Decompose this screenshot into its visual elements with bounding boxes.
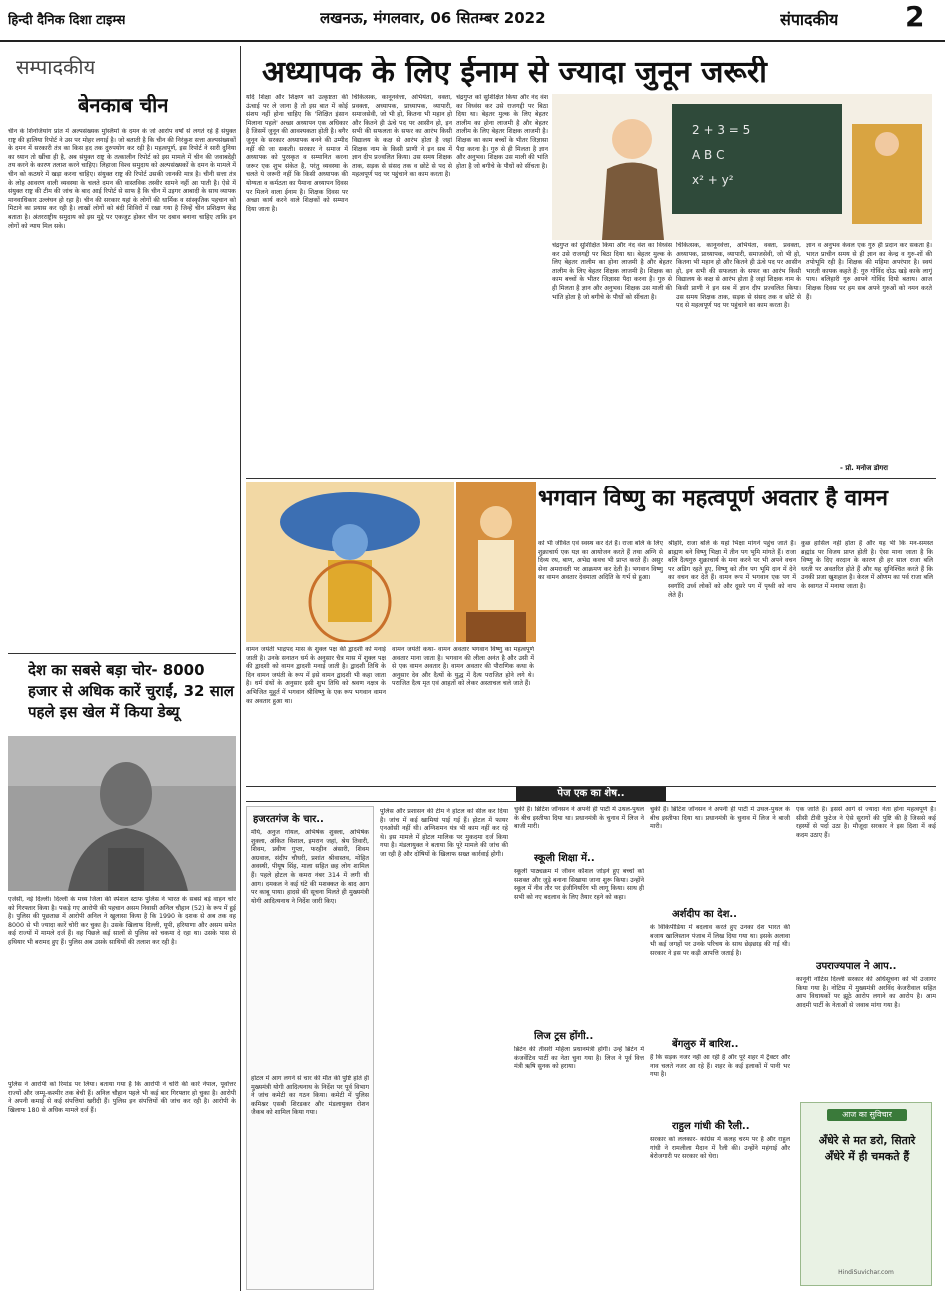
section-name: संपादकीय (780, 10, 839, 29)
divider (8, 653, 236, 654)
quote-box (800, 1102, 932, 1286)
left-column (8, 46, 236, 1291)
hazratganj-box (246, 806, 374, 1290)
quote-text: अँधेरे से मत डरो, सितारे अँधेरे में ही चमकते हैं (818, 1134, 916, 1163)
editorial-title: बेनकाब चीन (78, 94, 169, 117)
svg-text:x² + y²: x² + y² (692, 173, 734, 187)
hazratganj-body: मौर्य, अनुज गोयल, अभिषेक शुक्ला, अभिषेक शुक्ला, अंकित विशाल, इमरान जहां, श्रेय तिवारी, शिवम, प्रवीण गुप्ता, फरहीन अंसारी, शिवम अग्रवाल, संदीप चौधरी, प्रशांत श्रीवास्तव, मोहित अवस्थी, पीयूष सिंह, माला सहित छह लोग शामिल हैं। पहले होटल के कमरा नंबर 314 में लगी थी आग। दमकल ने कई घंटे की मशक्कत के बाद आग पर काबू पाया। हादसे की सूचना मिलते ही मुख्यमंत्री योगी आदित्यनाथ ने निर्देश जारी किए। (251, 829, 369, 905)
story-body-2: पुलिस ने आरोपी को रिमांड पर लिया। बताया गया है कि आरोपी ने चोरी की कारें नेपाल, पूर्वोत्तर राज्यों और जम्मू-कश्मीर तक बेची हैं। अनिल चौहान पहले भी कई बार गिरफ्तार हो चुका है। आरोपी ने अपनी कमाई से कई संपत्तियां खरीदी हैं। पुलिस इन संपत्तियों की जांच कर रही है। आरोपी के खिलाफ 180 से अधिक मामले दर्ज हैं। (8, 1081, 236, 1114)
continued-col-2: पुलिस और प्रशासन की टीम ने होटल को सील कर दिया है। जांच में कई खामियां पाई गई हैं। होटल में फायर एनओसी नहीं थी। अग्निशमन यंत्र भी काम नहीं कर रहे थे। इस मामले में होटल मालिक पर मुकदमा दर्ज किया गया है। मंडलायुक्त ने बताया कि पूरे मामले की जांच की जा रही है और दोषियों के खिलाफ सख्त कार्रवाई होगी। (380, 808, 508, 858)
col5-body: एक जाति है। इससे आगे से ज्यादा नेता होना महत्वपूर्ण है। सीसी टीवी फुटेज ने ऐसे सुरागों की पुष्टि की है जिससे कई रहस्यों से पर्दा उठा है। मौजूदा सरकार ने इस दिशा में कई कदम उठाए हैं। (796, 806, 936, 839)
teacher-col-c: ज्ञान व अनुभव केवल एक गुरु ही प्रदान कर सकता है। भारत प्राचीन समय से ही ज्ञान का केन्द्र व गुरु-शों की तपोभूमि रही है। शिक्षक की महिमा अपरंपार है। स्वयं भारती कायक कहते हैं: गुरु गोविंद दोऊ खड़े काके लागूं पाय। बलिहारी गुरु आपने गोविंद दियो बताय। आज शिक्षक दिवस पर हम सब अपने गुरुओं को नमन करते हैं। (806, 242, 932, 301)
rahul-body: सरकार को ललकार- कांग्रेस में कलह चरम पर है और राहुल गांधी ने रामलीला मैदान में रैली की। उन्होंने महंगाई और बेरोजगारी पर सरकार को घेरा। (650, 1136, 790, 1161)
teacher-col-a: चंद्रगुप्त को सुशिक्षित किया और नंद वंश का विध्वंस कर उसे राजगद्दी पर बिठा दिया था। बेहतर मुल्क के लिए बेहतर तालीम का होना लाजमी है और बेहतर तालीम के लिए बेहतर शिक्षक लाजमी है। शिक्षक का काम बच्चों के भीतर जिज्ञासा पैदा करना है। गुरु से ही मिलता है ज्ञान और अनुभव। शिक्षक उस माली की भांति होता है जो बगीचे के पौधों को सींचता है। (552, 242, 672, 301)
editorial-body: चीन के शिनजियांग प्रांत में अल्पसंख्यक मुस्लिमों के दमन के जो आरोप वर्षों से लगते रहे हैं संयुक्त राष्ट्र की हालिया रिपोर्ट ने उस पर मोहर लगाई है। जो बताती है कि चीन की निरंकुश सत्ता अल्पसंख्यकों के दमन में सरकारी तंत्र का किस हद तक दुरुपयोग कर रही है। महत्वपूर्ण, इस रिपोर्ट ने सारी दुनिया का ध्यान तो खींचा ही है, अब संयुक्त राष्ट्र के तत्कालीन रिपोर्ट को इस मामले में चीन की जवाबदेही तय करने के कारण तलाश करने चाहिए। लिहाजा विश्व समुदाय को अल्पसंख्यकों के दमन के मामले में चीन को कठघरे में खड़ा करना चाहिए। संयुक्त राष्ट्र की रिपोर्ट उसकी जानकी मात्र है। चीनी सत्ता तंत्र के लोह आवरण वाली व्यवस्था के चलते दमन की वास्तविक तस्वीर सामने नहीं आ पाती है। ऐसे में संयुक्त राष्ट्र की टीम की जांच के बाद आई रिपोर्ट से साफ है कि चीन में उइगर आबादी के साथ व्यापक मानवाधिकार उल्लंघन हो रहा है। चीन की सरकार यहां के लोगों की धार्मिक व सांस्कृतिक पहचान को मिटाने का प्रयास कर रही है। लाखों लोगों को बंदी शिविरों में रखा गया है जिन्हें चीन प्रशिक्षण केंद्र बताता है। अंतरराष्ट्रीय समुदाय को इस मुद्दे पर एकजुट होकर चीन पर दबाव बनाना चाहिए ताकि इन लोगों को न्याय मिल सके। (8, 128, 236, 230)
hazratganj-title: हजरतगंज के चार.. (253, 814, 324, 825)
continued-col-3-lead: चुकी हैं। ब्रिटिश जॉनसन ने अपनी ही पार्टी में उथल-पुथल के बीच इस्तीफा दिया था। प्रधानमंत्री के चुनाव में लिज ने बाजी मारी। (514, 806, 644, 831)
svg-text:A B C: A B C (692, 148, 725, 162)
vamana-image (456, 482, 536, 642)
vp-title: उपराज्यपाल ने आप.. (816, 961, 897, 972)
continued-band (246, 786, 936, 802)
main-headline: अध्यापक के लिए ईनाम से ज्यादा जुनून जरूरी (262, 56, 767, 90)
continued-col-3 (514, 806, 644, 1290)
story-title: देश का सबसे बड़ा चोर- 8000 हजार से अधिक कारें चुराईं, 32 साल पहले इस खेल में किया डेब्यू (28, 661, 234, 721)
teacher-col-b: चिकित्सक, कानूनवेत्ता, अभियंता, वक्ता, प्रवक्ता, अध्यापक, प्राध्यापक, व्यापारी, समाजसेवी, जो भी हो, कितना भी महान हो और कितने ही ऊंचे पद पर आसीन हो, इन सभी की सफलता के सफर का आरंभ किसी विद्यालय के कक्ष से आरंभ होता है जहां शिक्षक नाम के किसी प्राणी ने इन सब में ज्ञान दीप प्रज्वलित किया। उस समय शिक्षक ताक, सड़क से संसद तक व छोटे से पद से महत्वपूर्ण पद पर पहुंचाने का काम करता है। (676, 242, 801, 310)
bengaluru-title: बेंगलुरु में बारिश.. (672, 1039, 739, 1050)
vamana-col-3: को भी जीवित एवं स्वस्थ कर देते हैं। राजा बलि के लिए शुक्राचार्य एक यज्ञ का आयोजन करते हैं तथा अग्नि से दिव्य रथ, बाण, अभेद्य कवच भी प्राप्त करते हैं। असुर सेना अमरावती पर आक्रमण कर देती है। भगवान विष्णु का वामन अवतार देवमाता अदिति के गर्भ से हुआ। (538, 540, 663, 582)
school-body: स्कूली पाठ्यक्रम में जीवन कौशल जोड़ने हुए बच्चों को सशक्त और जुड़े बनाना सिखाया जाना शुरू किया। उन्होंने स्कूल में नीव तौर पर इंजीनियरिंग भी लागू किया। साथ ही सभी को नए बदलाव के लिए तैयार रहने को कहा। (514, 868, 644, 901)
arshdeep-title: अर्शदीप का देश.. (672, 909, 737, 920)
quote-label: आज का सुविचार (827, 1109, 907, 1121)
main-col-3: चंद्रगुप्त को सुशिक्षित किया और नंद वंश का विध्वंस कर उसे राजगद्दी पर बिठा दिया था। बेहतर मुल्क के लिए बेहतर तालीम का होना लाजमी है और बेहतर तालीम के लिए बेहतर शिक्षक लाजमी है। शिक्षक का काम बच्चों के भीतर जिज्ञासा पैदा करना है। गुरु से ही मिलता है ज्ञान और अनुभव। शिक्षक उस माली की भांति होता है जो बगीचे के पौधों को सींचता है। (456, 94, 548, 170)
page-number: 2 (905, 0, 925, 33)
vamana-col-2: वामन जयंती कथा- वामन अवतार भगवान विष्णु का महत्वपूर्ण अवतार माना जाता है। भगवान की लीला अनंत है और उसी में से एक वामन अवतार है। वामन अवतार की पौराणिक कथा के अनुसार देव और दैत्यों के युद्ध में दैत्य पराजित होने लगे थे। पराजित दैत्य मृत एवं आहतों को लेकर अस्ताचल चले जाते हैं। (392, 646, 534, 688)
vp-body: कानूनी नोटिस दिल्ली सरकार की अधिसूचना को भी उजागर किया गया है। नोटिस में मुख्यमंत्री अरविंद केजरीवाल सहित आप विधायकों पर झूठे आरोप लगाने का आरोप है। आम आदमी पार्टी के नेताओं से जवाब मांगा गया है। (796, 976, 936, 1009)
continued-col-4 (650, 806, 790, 1290)
hazratganj-body-2: होटल में आग लगने से चार की मौत की पुष्टि होते ही मुख्यमंत्री योगी आदित्यनाथ के निर्देश पर पूर्व विभाग ने जांच कमेटी का गठन किया। कमेटी में पुलिस कमिश्नर एसबी शिरडकर और मंडलायुक्त रोशन जैकब को शामिल किया गया। (251, 1075, 369, 1117)
column-divider (240, 46, 241, 1291)
suspect-photo (8, 736, 236, 891)
continued-col-5 (796, 806, 936, 1290)
bengaluru-body: हैं कि सड़क नजर नहीं आ रही है और पूरे शहर में ट्रैक्टर और नाव चलते नजर आ रहे हैं। शहर के कई इलाकों में पानी भर गया है। (650, 1054, 790, 1079)
vamana-col-4: श्रीहरि, राजा बलि के यहां भिक्षा मांगने पहुंच जाते हैं। ब्राह्मण बने विष्णु भिक्षा में तीन पग भूमि मांगते हैं। राजा बलि दैत्यगुरु शुक्राचार्य के मना करने पर भी अपने वचन पर अडिग रहते हुए, विष्णु को तीन पग भूमि दान में देने का वचन कर देते हैं। वामन रूप में भगवान एक पग में स्वर्गादि उर्ध्व लोकों को और दूसरे पग में पृथ्वी को नाप लेते हैं। (668, 540, 796, 599)
main-col-2: चिकित्सक, कानूनवेत्ता, अभियंता, वक्ता, प्रवक्ता, अध्यापक, प्राध्यापक, व्यापारी, समाजसेवी, जो भी हो, कितना भी महान हो और कितने ही ऊंचे पद पर आसीन हो, इन सभी की सफलता के सफर का आरंभ किसी विद्यालय के कक्ष से आरंभ होता है जहां शिक्षक नाम के किसी प्राणी ने इन सब में ज्ञान दीप प्रज्वलित किया। उस समय शिक्षक ताक, सड़क से संसद तक व छोटे से पद से महत्वपूर्ण पद पर पहुंचाने का काम करता है। (352, 94, 452, 179)
lizz-body: ब्रिटेन की तीसरी महिला प्रधानमंत्री होंगी। उन्हें ब्रिटेन में कंजर्वेटिव पार्टी का नेता चुना गया है। लिज ने पूर्व वित्त मंत्री ऋषि सुनक को हराया। (514, 1046, 644, 1071)
main-col-1: यदि शिक्षा और शिक्षण को उत्कृष्टता की ऊंचाई पर ले जाना है तो इस बात में कोई संशय नहीं होना चाहिए कि 'शिक्षित इंसान मिलाना पहले' अच्छा अध्यापन एक अधिकार है जिसमें जुनून की आवश्यकता होती है। बगैर जुनून के सरकार अध्यापक बनने की उम्मीद नहीं की जा सकती। सरकार ने समाज में अध्यापक को पुरस्कृत व सम्मानित करना जरूर एक शुभ संकेत है, परंतु व्यवस्था के चलते ये जरूरी नहीं कि किसी अध्यापक की योग्यता व कर्मठता का पैमाना अध्यापन दिवस पर मिलने वाला ईनाम है। शिक्षक दिवस पर अच्छा कार्य करने वाले शिक्षकों को सम्मान दिया जाता है। (246, 94, 348, 213)
story-body: एजेंसी, नई दिल्ली। दिल्ली के मध्य जिला की स्पेशल स्टाफ पुलिस ने भारत के सबसे बड़े वाहन चोर को गिरफ्तार किया है। पकड़े गए आरोपी की पहचान असम निवासी अनिल चौहान (52) के रूप में हुई है। पुलिस की पूछताछ में आरोपी अनिल ने खुलासा किया है कि 1990 के दशक से अब तक वह 8000 से भी ज्यादा कारें चोरी कर चुका है। उसके खिलाफ दिल्ली, यूपी, हरियाणा और असम समेत कई राज्यों में मामले दर्ज हैं। वह पिछले कई सालों से पुलिस को चकमा दे रहा था। उसके पास से हथियार भी बरामद हुए हैं। पुलिस अब उसके साथियों की तलाश कर रही है। (8, 896, 236, 946)
dateline: लखनऊ, मंगलवार, 06 सितम्बर 2022 (320, 9, 546, 27)
quote-site: HindiSuvichar.com (838, 1269, 894, 1276)
school-title: स्कूली शिक्षा में.. (534, 853, 595, 864)
arshdeep-body: के विकिपीडिया में बदलाव करते हुए उनका देश भारत की बजाय खालिस्तान पंजाब में लिख दिया गया था। इसके अलावा भी कई जगहों पर उनके परिचय के साथ छेड़छाड़ की गई थी। सरकार ने इस पर कड़ी आपत्ति जताई है। (650, 924, 790, 957)
teacher-illustration (552, 94, 932, 240)
divider (246, 478, 936, 479)
ashok-body: चुकी हैं। ब्रिटिश जॉनसन ने अपनी ही पार्टी में उथल-पुथल के बीच इस्तीफा दिया था। प्रधानमंत्री के चुनाव में लिज ने बाजी मारी। (650, 806, 790, 831)
byline: - प्रो. मनोज डोगरा (840, 464, 888, 472)
continued-banner: पेज एक का शेष.. (516, 787, 666, 801)
vishnu-image (246, 482, 454, 642)
vamana-headline: भगवान विष्णु का महत्वपूर्ण अवतार है वामन (538, 486, 889, 511)
section-label: सम्पादकीय (16, 56, 96, 79)
rahul-title: राहुल गांधी की रैली.. (672, 1121, 750, 1132)
svg-text:2 + 3 = 5: 2 + 3 = 5 (692, 123, 751, 137)
masthead (0, 0, 945, 42)
lizz-title: लिज ट्रस होंगी.. (534, 1031, 594, 1042)
vamana-col-1: वामन जयंती भाद्रपद मास के शुक्ल पक्ष की द्वादशी को मनाई जाती है। उनके सनातन धर्म के अनुसार चैत्र मास में शुक्ल पक्ष की द्वादशी को वामन द्वादशी मनाई जाती है। द्वादशी तिथि के दिन वामन जयंती के रूप में इसे वामन द्वादशी भी कहा जाता है। धर्म ग्रंथों के अनुसार इसी शुभ तिथि को श्रवण नक्षत्र के अभिजित मुहूर्त में भगवान श्रीविष्णु के एक रूप भगवान वामन का अवतार हुआ था। (246, 646, 386, 705)
paper-name: हिन्दी दैनिक दिशा टाइम्स (8, 13, 126, 28)
vamana-col-5: कुछ हासिल नहीं होता है और यह भी कि मन-समस्त ब्रह्मांड पर विजय प्राप्त होती है। ऐसा माना जाता है कि विष्णु के दिए वरदान के कारण ही हर साल राजा बलि धरती पर अवतरित होते हैं और यह सुनिश्चित करते हैं कि उनकी प्रजा खुशहाल है। केरल में ओणम का पर्व राजा बलि के स्वागत में मनाया जाता है। (801, 540, 933, 590)
